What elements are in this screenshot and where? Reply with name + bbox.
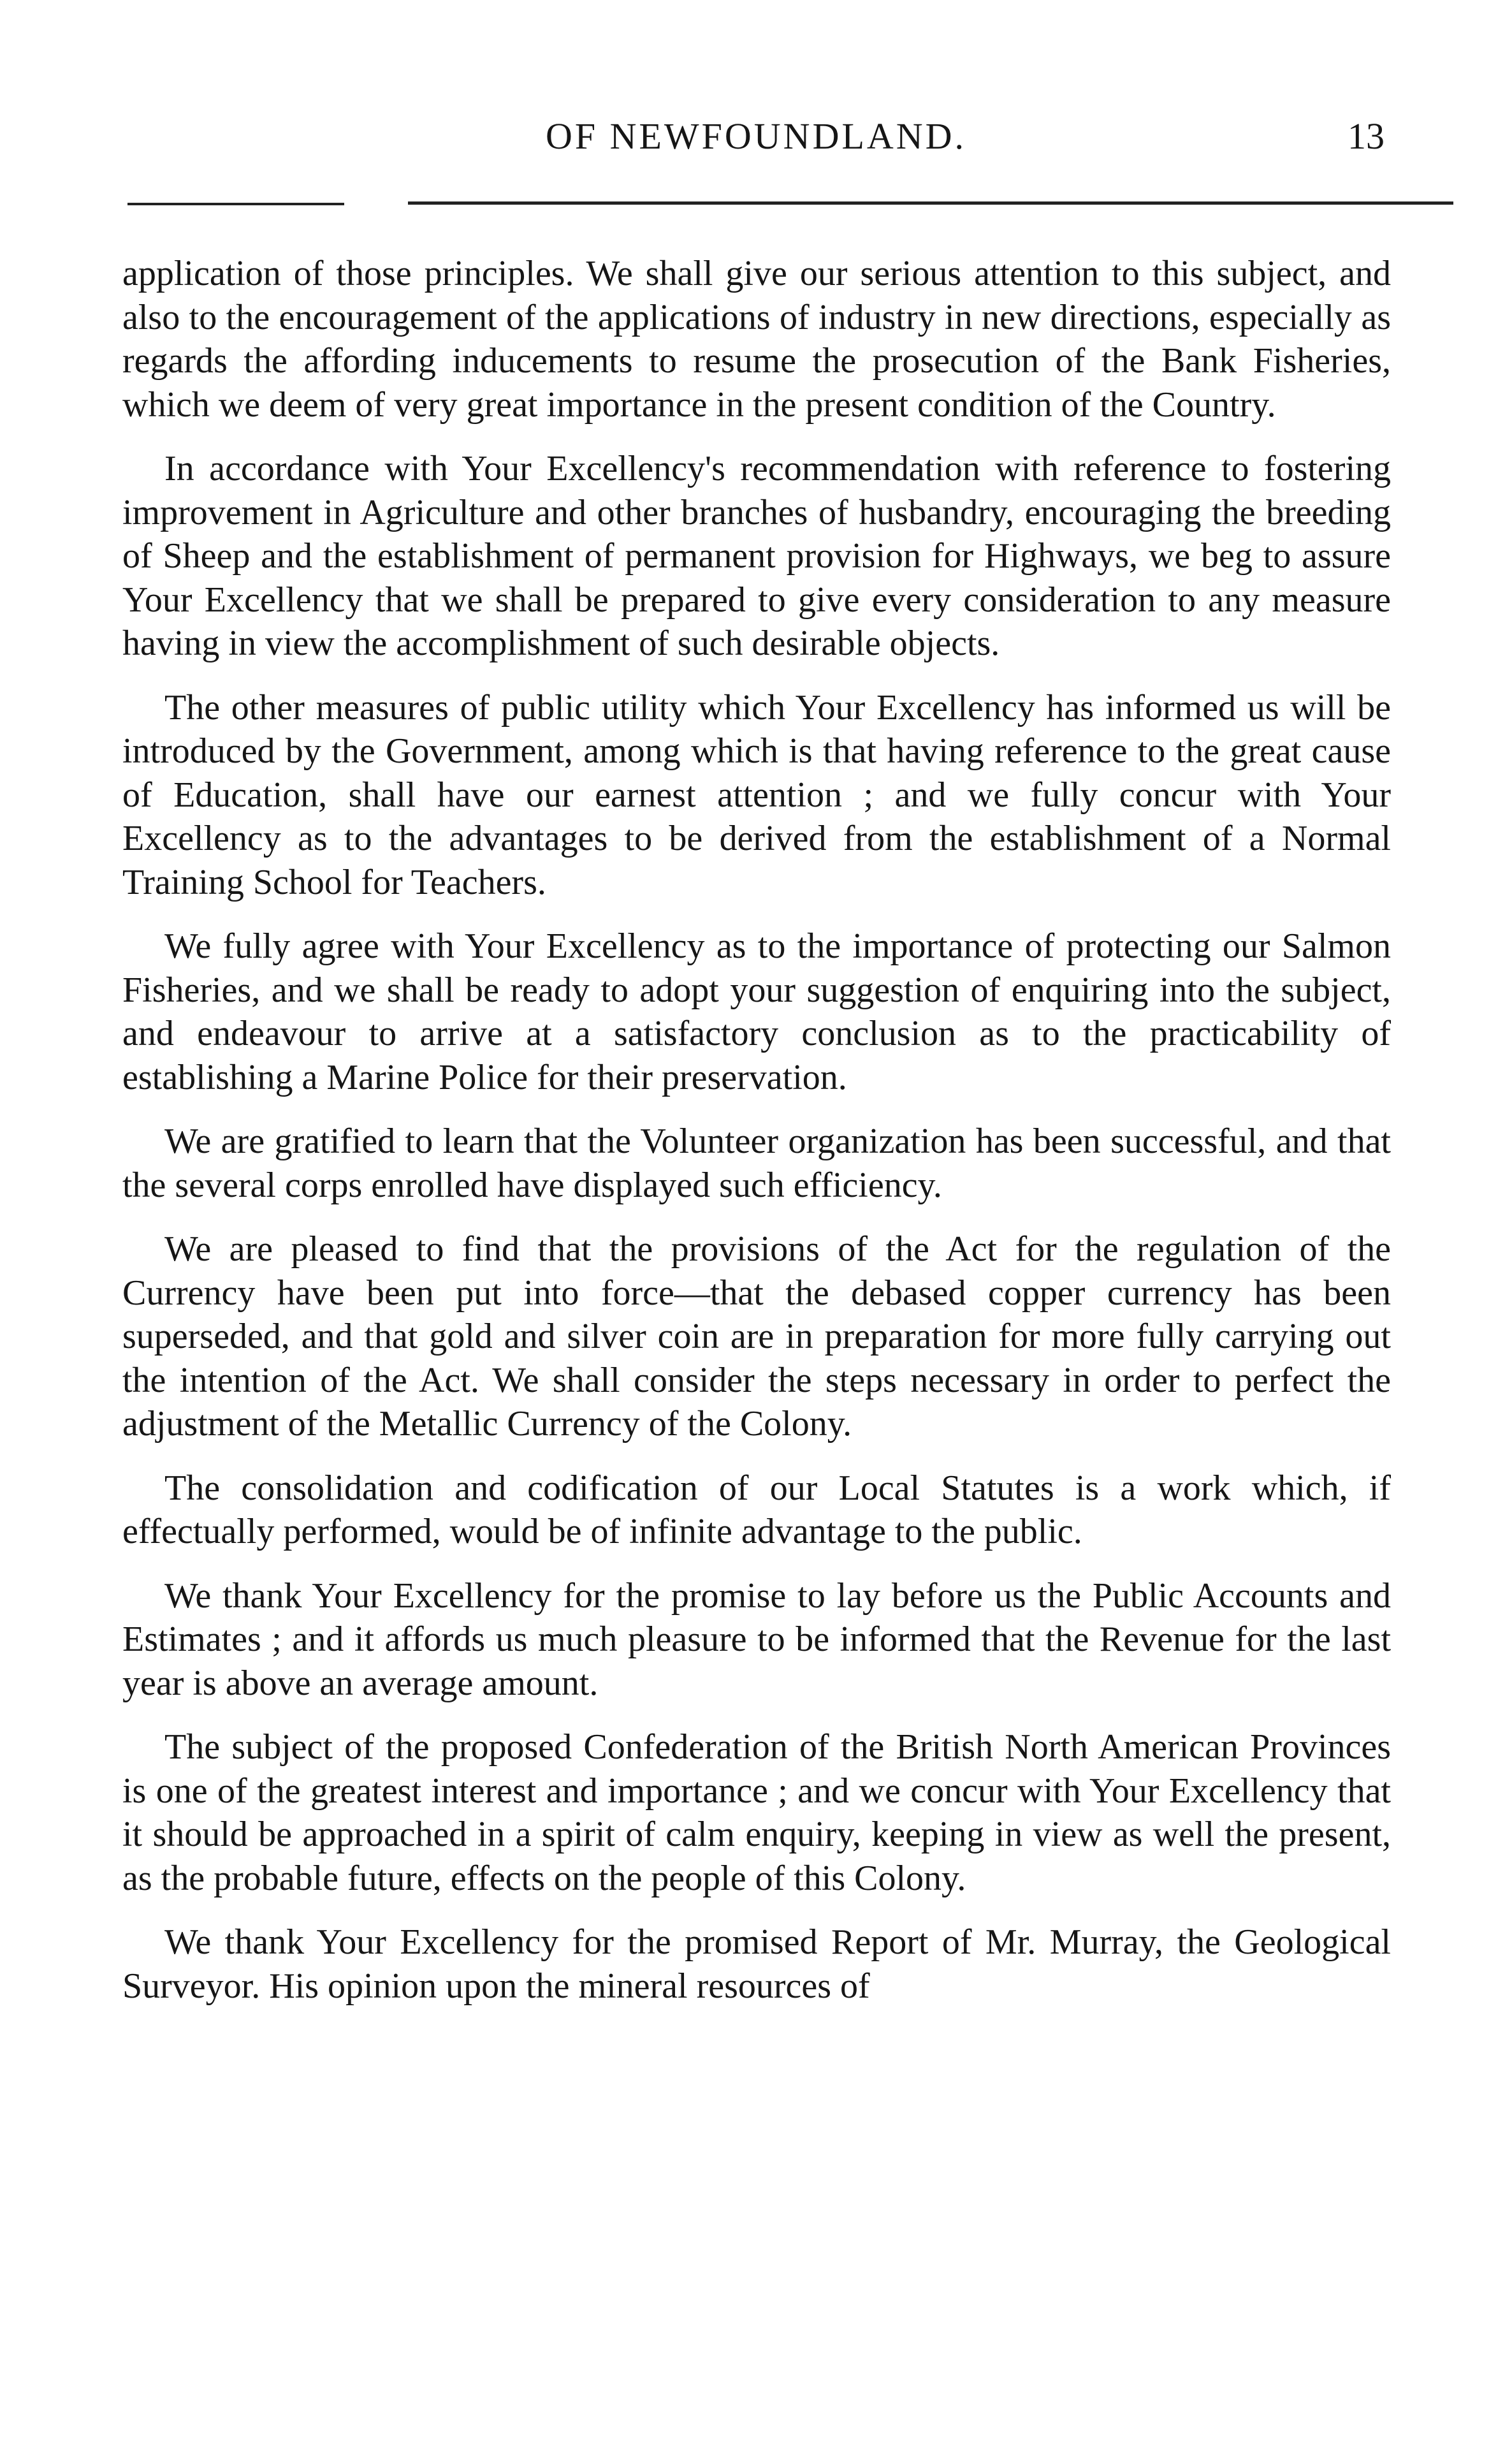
paragraph-statutes: The consolidation and codification of our Local Statutes is a work which, if effectually performed, would be of infinite advantage to the public. — [122, 1468, 1391, 1551]
paragraph-agriculture: In accordance with Your Excellency's recommendation with reference to fostering improvement in Agriculture and other branches of husbandry, encouraging the breeding of Sheep and the establishment of permanent provision for Highways, we beg to assure Your Excellency that we shall be prepared to give every consideration to any measure having in view the accomplishment of such desirable objects. — [122, 449, 1391, 663]
paragraph-education: The other measures of public utility which Your Excellency has informed us will be introduced by the Government, among which is that having reference to the great cause of Education, shall have our earnest attention ; and we fully concur with Your Excellency as to the advantages to be derived from the establishment of a Normal Training School for Teachers. — [122, 687, 1391, 902]
header-rule-right — [408, 201, 1453, 205]
paragraph-volunteer: We are gratified to learn that the Volunteer organization has been successful, and that the several corps enrolled have displayed such efficiency. — [122, 1122, 1391, 1205]
paragraph-geological-survey: We thank Your Excellency for the promised Report of Mr. Murray, the Geological Surveyor. His opinion upon the mineral resources of — [122, 1922, 1391, 2006]
paragraph-confederation: The subject of the proposed Confederation of the British North American Provinces is one of the greatest interest and importance ; and we concur with Your Excellency that it should be approached in a spirit of calm enquiry, keeping in view as well the present, as the probable future, effects on the people of this Colony. — [122, 1727, 1391, 1898]
running-title: OF NEWFOUNDLAND. — [545, 115, 967, 157]
body-text — [122, 252, 1391, 2008]
paragraph-salmon-fisheries: We fully agree with Your Excellency as to the importance of protecting our Salmon Fisheries, and we shall be ready to adopt your suggestion of enquiring into the subject, and endeavour to arrive at a satisfactory conclusion as to the practicability of establishing a Marine Police for their preservation. — [122, 926, 1391, 1097]
page-header — [0, 0, 1512, 191]
header-rule-left — [127, 203, 344, 205]
paragraph-continuation: application of those principles. We shall give our serious attention to this subject, and also to the encouragement of the applications of industry in new directions, especially as regards the affording inducements to resume the prosecution of the Bank Fisheries, which we deem of very great importance in the present condition of the Country. — [122, 254, 1391, 425]
paragraph-currency: We are pleased to find that the provisions of the Act for the regulation of the Currency have been put into force—that the debased copper currency has been superseded, and that gold and silver coin are in preparation for more fully carrying out the intention of the Act. We shall consider the steps necessary in order to perfect the adjustment of the Metallic Currency of the Colony. — [122, 1229, 1391, 1444]
paragraph-public-accounts: We thank Your Excellency for the promise to lay before us the Public Accounts and Estimates ; and it affords us much pleasure to be informed that the Revenue for the last year is above an average amount. — [122, 1576, 1391, 1703]
page-number: 13 — [1348, 115, 1385, 157]
